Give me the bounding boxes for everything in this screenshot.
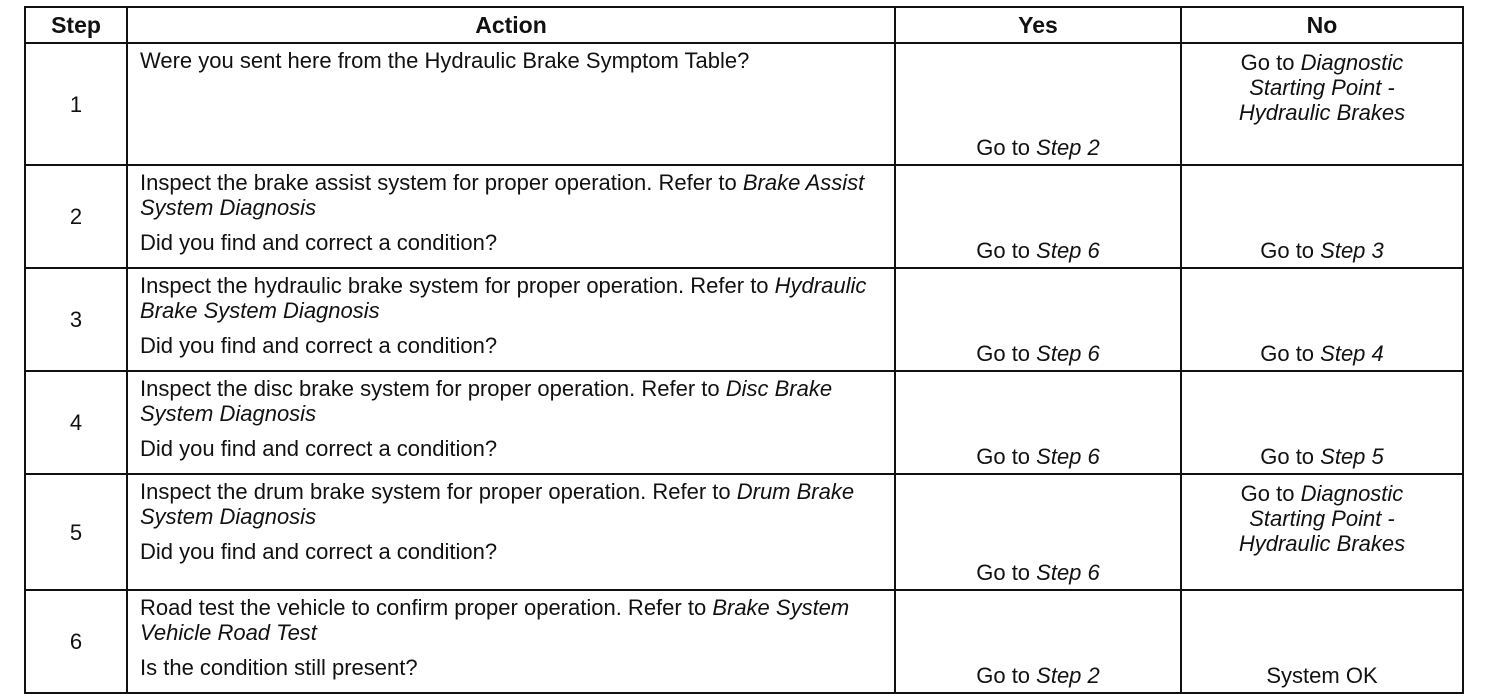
yes-step-link[interactable]: Step 6	[1036, 444, 1100, 469]
yes-step-link[interactable]: Step 2	[1036, 135, 1100, 160]
yes-step-link[interactable]: Step 6	[1036, 560, 1100, 585]
yes-prefix: Go to	[976, 560, 1037, 585]
yes-cell	[895, 371, 1181, 474]
action-question: Did you find and correct a condition?	[140, 230, 498, 255]
yes-cell	[895, 474, 1181, 590]
action-reference-link[interactable]: Drum Brake System Diagnosis	[140, 479, 855, 529]
no-cell	[1181, 43, 1463, 165]
header-step: Step	[25, 7, 127, 43]
table-row	[25, 371, 1463, 474]
yes-cell	[895, 165, 1181, 268]
step-number: 5	[25, 474, 127, 590]
header-yes: Yes	[895, 7, 1181, 43]
no-prefix: Go to	[1260, 444, 1321, 469]
table-row	[25, 590, 1463, 693]
action-cell	[127, 590, 895, 693]
no-step-link[interactable]: Step 3	[1320, 238, 1384, 263]
yes-cell	[895, 43, 1181, 165]
step-number: 2	[25, 165, 127, 268]
table-row	[25, 474, 1463, 590]
no-step-link[interactable]: Diagnostic Starting Point - Hydraulic Brakes	[1238, 481, 1406, 556]
no-cell	[1181, 590, 1463, 693]
no-step-link[interactable]: Step 4	[1320, 341, 1384, 366]
no-cell	[1181, 268, 1463, 371]
action-text: Were you sent here from the Hydraulic Brake Symptom Table?	[140, 48, 750, 73]
action-question: Did you find and correct a condition?	[140, 333, 498, 358]
no-result-text: System OK	[1266, 663, 1378, 688]
yes-step-link[interactable]: Step 6	[1036, 341, 1100, 366]
yes-prefix: Go to	[976, 341, 1037, 366]
header-row	[25, 7, 1463, 43]
action-question: Did you find and correct a condition?	[140, 436, 498, 461]
yes-prefix: Go to	[976, 135, 1037, 160]
action-reference-link[interactable]: Hydraulic Brake System Diagnosis	[140, 273, 867, 323]
action-cell	[127, 371, 895, 474]
action-cell	[127, 43, 895, 165]
no-prefix: Go to	[1240, 481, 1301, 506]
table-row	[25, 43, 1463, 165]
header-action: Action	[127, 7, 895, 43]
step-number: 6	[25, 590, 127, 693]
yes-prefix: Go to	[976, 663, 1037, 688]
no-prefix: Go to	[1260, 238, 1321, 263]
table-row	[25, 268, 1463, 371]
action-reference-link[interactable]: Brake Assist System Diagnosis	[140, 170, 865, 220]
action-question: Did you find and correct a condition?	[140, 539, 498, 564]
no-cell	[1181, 474, 1463, 590]
step-number: 4	[25, 371, 127, 474]
no-step-link[interactable]: Step 5	[1320, 444, 1384, 469]
action-question: Is the condition still present?	[140, 655, 418, 680]
action-cell	[127, 474, 895, 590]
action-cell	[127, 165, 895, 268]
action-text: Inspect the disc brake system for proper operation. Refer to	[140, 376, 726, 401]
table-row	[25, 165, 1463, 268]
yes-step-link[interactable]: Step 6	[1036, 238, 1100, 263]
no-cell	[1181, 165, 1463, 268]
diagnostic-table	[24, 6, 1464, 694]
yes-cell	[895, 268, 1181, 371]
yes-step-link[interactable]: Step 2	[1036, 663, 1100, 688]
step-number: 3	[25, 268, 127, 371]
no-prefix: Go to	[1240, 50, 1301, 75]
yes-prefix: Go to	[976, 444, 1037, 469]
action-text: Inspect the drum brake system for proper operation. Refer to	[140, 479, 737, 504]
action-reference-link[interactable]: Brake System Vehicle Road Test	[140, 595, 850, 645]
header-no: No	[1181, 7, 1463, 43]
action-reference-link[interactable]: Disc Brake System Diagnosis	[140, 376, 833, 426]
no-step-link[interactable]: Diagnostic Starting Point - Hydraulic Brakes	[1238, 50, 1406, 125]
no-cell	[1181, 371, 1463, 474]
action-text: Road test the vehicle to confirm proper operation. Refer to	[140, 595, 713, 620]
yes-prefix: Go to	[976, 238, 1037, 263]
action-cell	[127, 268, 895, 371]
no-prefix: Go to	[1260, 341, 1321, 366]
yes-cell	[895, 590, 1181, 693]
step-number: 1	[25, 43, 127, 165]
action-text: Inspect the brake assist system for proper operation. Refer to	[140, 170, 743, 195]
action-text: Inspect the hydraulic brake system for proper operation. Refer to	[140, 273, 775, 298]
